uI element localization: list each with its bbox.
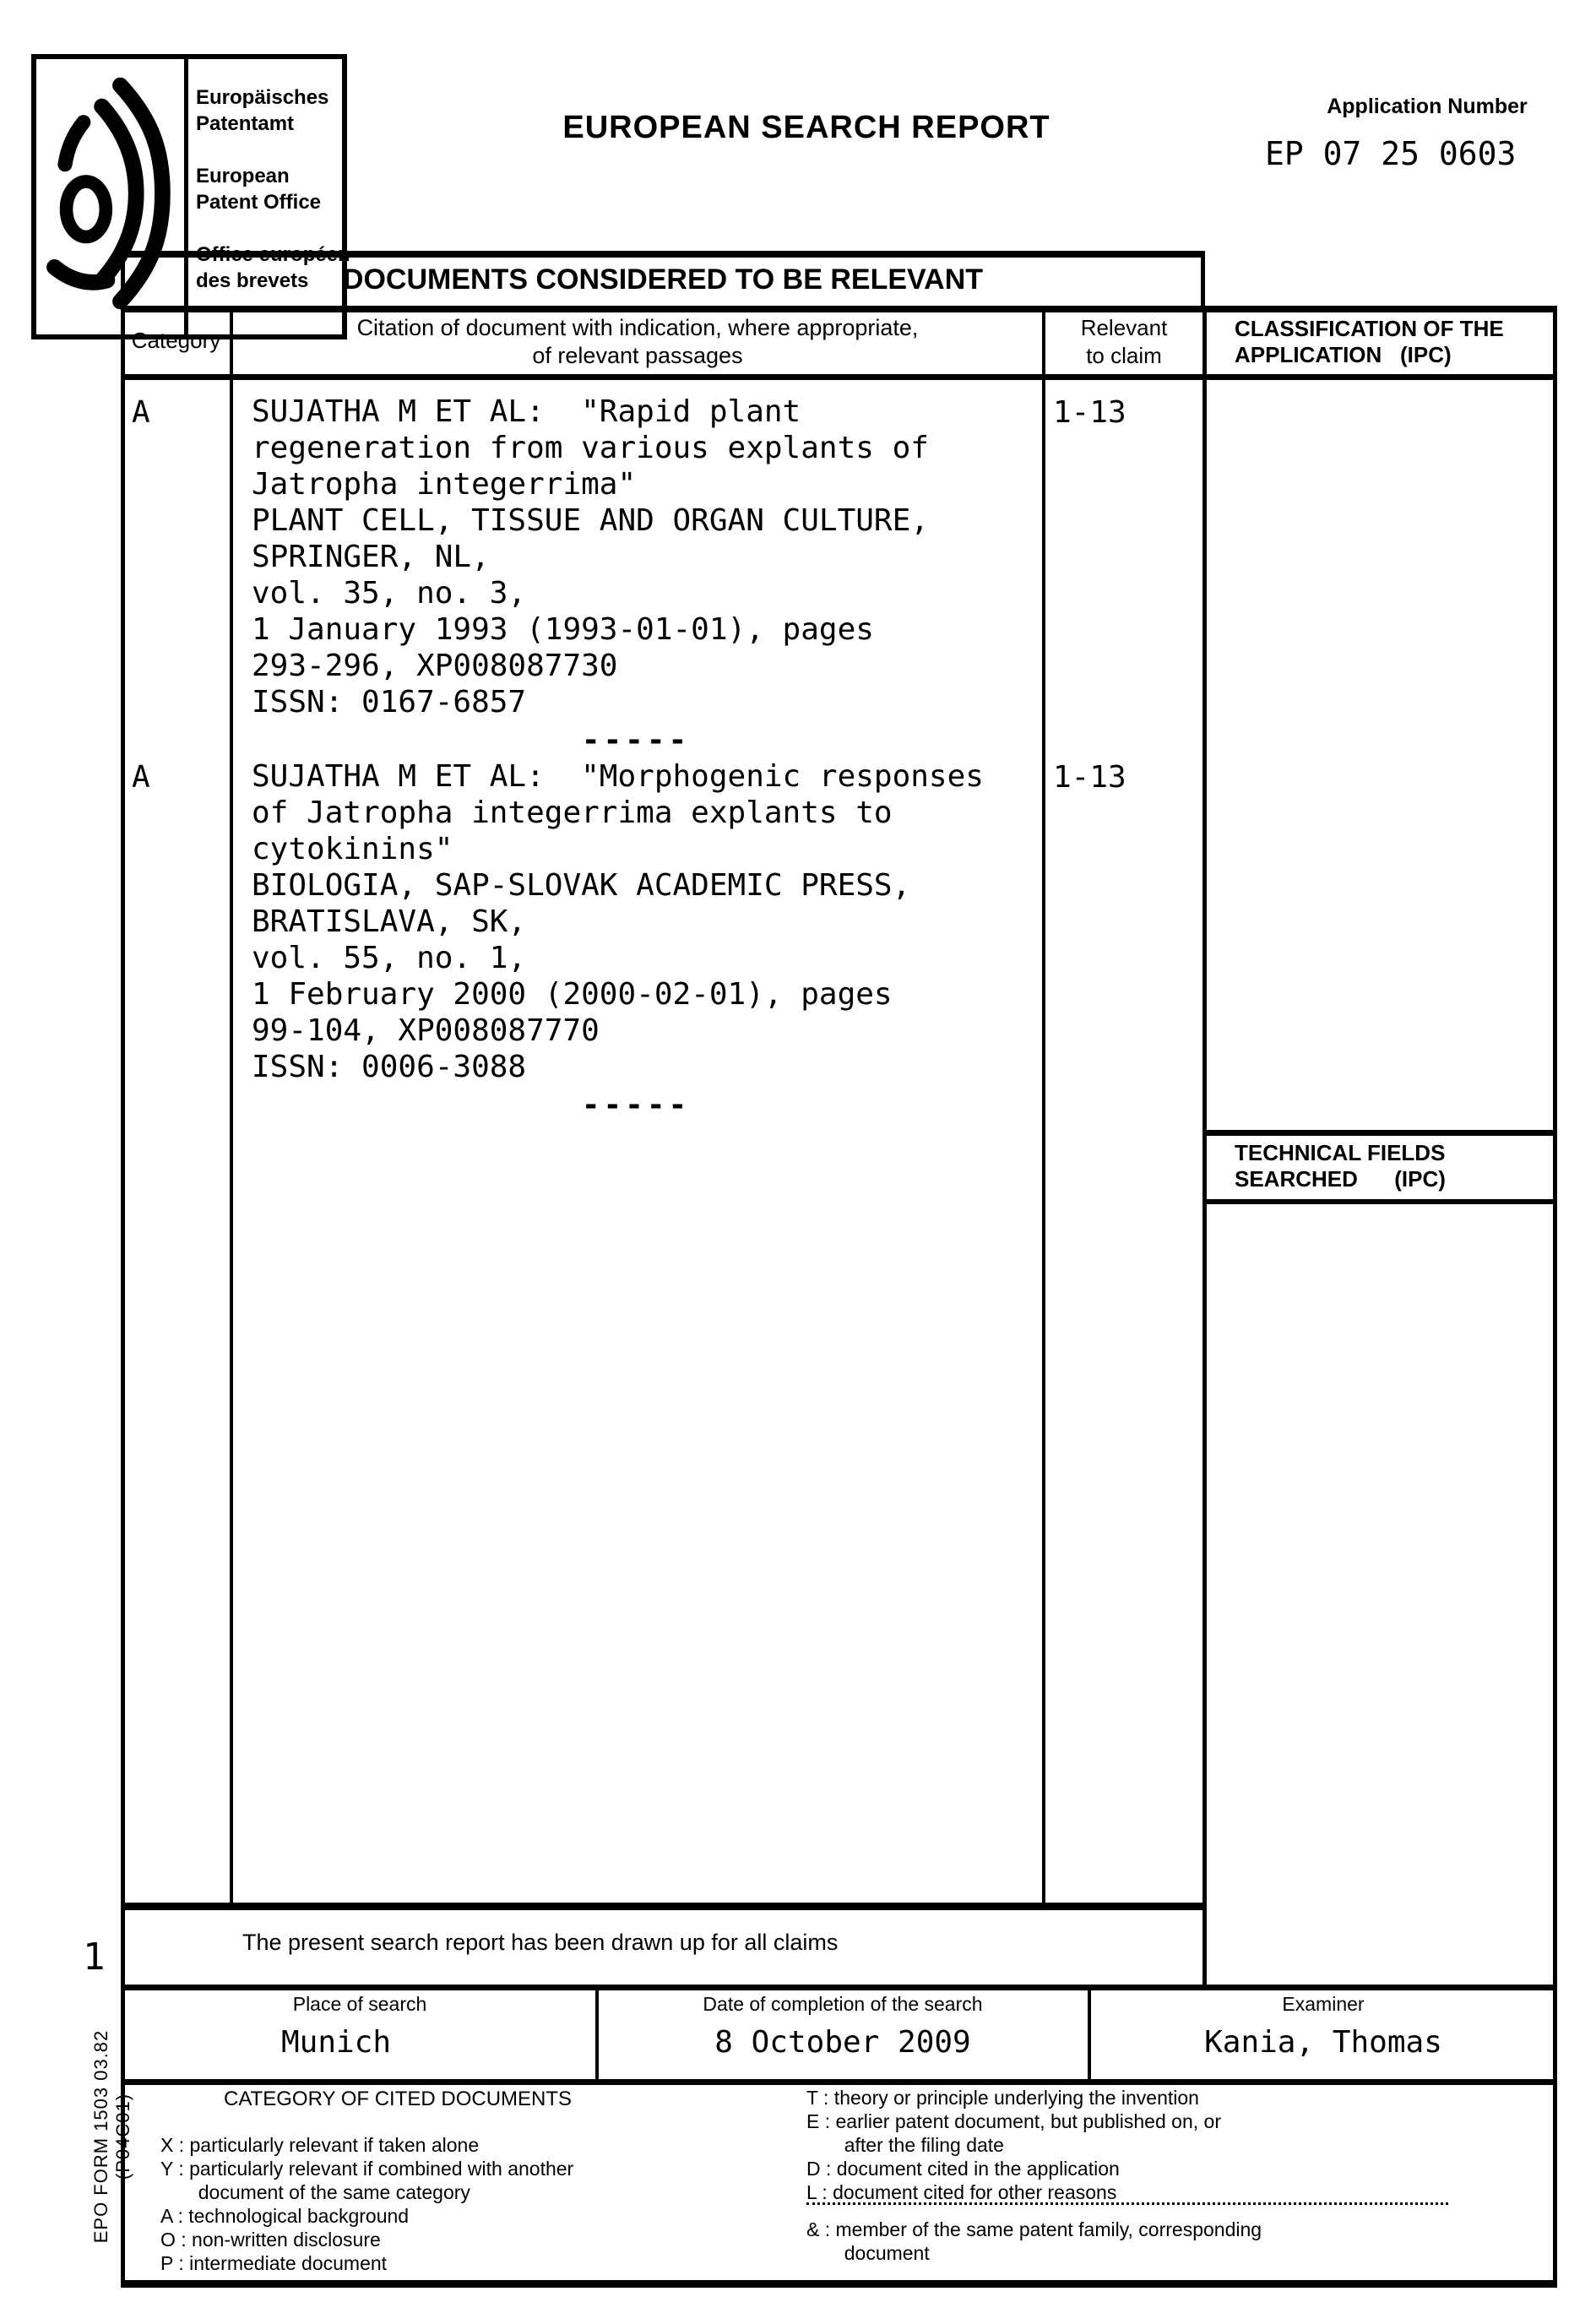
border-line xyxy=(1553,306,1557,2288)
place-of-search-value: Munich xyxy=(280,2025,392,2060)
border-line xyxy=(1202,306,1207,1985)
border-line xyxy=(121,306,1557,312)
border-line xyxy=(1201,251,1205,306)
dotted-separator xyxy=(806,2202,1448,2205)
epo-logo-text: Europäisches Patentamt European Patent Office des brevets xyxy=(196,86,329,292)
entry-citation: SUJATHA M ET AL: "Rapid plant regeneration from various explants of Jatropha integerrima" PLANT CELL, TISSUE AND ORGAN CULTURE, SPRINGER, NL, vol. 35, no. 3, 1 January 1993 (1993-01-01), pages 293-296, XP008087730 ISSN: 0167-6857 xyxy=(252,394,929,719)
column-header-classification: CLASSIFICATION OF THE APPLICATION (IPC) xyxy=(1235,316,1504,367)
legend-right-items-bottom: & : member of the same patent family, corresponding document xyxy=(806,2218,1262,2264)
legend-category-title: CATEGORY OF CITED DOCUMENTS xyxy=(224,2088,573,2110)
border-line xyxy=(1042,306,1045,1903)
column-header-relevant: Relevant to claim xyxy=(1080,315,1168,368)
border-line xyxy=(1205,1130,1557,1136)
application-number-label: Application Number xyxy=(1327,95,1528,118)
border-line xyxy=(121,2079,1557,2085)
border-line xyxy=(121,1985,1557,1990)
border-line xyxy=(230,306,233,1903)
border-line xyxy=(1205,1199,1557,1204)
border-line xyxy=(121,374,1557,380)
page-title: EUROPEAN SEARCH REPORT xyxy=(562,110,1050,145)
legend-left-items: X : particularly relevant if taken alone Y : particularly relevant if combined with another document of the same category A : technological background O : non-written disclosure P : intermediate document xyxy=(160,2134,574,2274)
column-header-category: Category xyxy=(131,328,221,353)
place-of-search-label: Place of search xyxy=(292,1993,427,2015)
table-title: DOCUMENTS CONSIDERED TO BE RELEVANT xyxy=(342,263,984,296)
completion-date-label: Date of completion of the search xyxy=(703,1993,983,2015)
entry-relevant-claims: 1-13 xyxy=(1053,395,1126,430)
entry-separator: ----- xyxy=(581,723,691,757)
examiner-label: Examiner xyxy=(1282,1993,1365,2015)
border-line xyxy=(121,1903,1205,1910)
column-header-citation: Citation of document with indication, where appropriate, of relevant passages xyxy=(356,315,919,368)
entry-category: A xyxy=(132,760,150,795)
entry-relevant-claims: 1-13 xyxy=(1053,760,1126,795)
entry-citation: SUJATHA M ET AL: "Morphogenic responses of Jatropha integerrima explants to cytokinins" BIOLOGIA, SAP-SLOVAK ACADEMIC PRESS, BRATISLAVA, SK, vol. 55, no. 1, 1 February 2000 (2000-02-01), pages 99-104, XP008087770 ISSN: 0006-3088 xyxy=(252,759,984,1084)
entry-category: A xyxy=(132,395,150,430)
application-number-value: EP 07 25 0603 xyxy=(1265,135,1517,172)
border-line xyxy=(121,2280,1557,2288)
examiner-value: Kania, Thomas xyxy=(1204,2025,1442,2060)
page-number: 1 xyxy=(83,1936,106,1979)
drawn-up-statement: The present search report has been drawn up for all claims xyxy=(242,1930,839,1955)
entry-separator: ----- xyxy=(581,1088,691,1122)
border-line xyxy=(121,251,125,2288)
completion-date-value: 8 October 2009 xyxy=(714,2025,971,2060)
technical-fields-header: TECHNICAL FIELDS SEARCHED (IPC) xyxy=(1235,1140,1446,1192)
border-line xyxy=(121,251,1205,258)
legend-right-items-top: T : theory or principle underlying the invention E : earlier patent document, but published on, or after the filing date D : document cited in the application L : document cited for other reasons xyxy=(806,2087,1221,2203)
form-code-vertical: EPO FORM 1503 03.82 (P04C01) xyxy=(90,2029,133,2244)
